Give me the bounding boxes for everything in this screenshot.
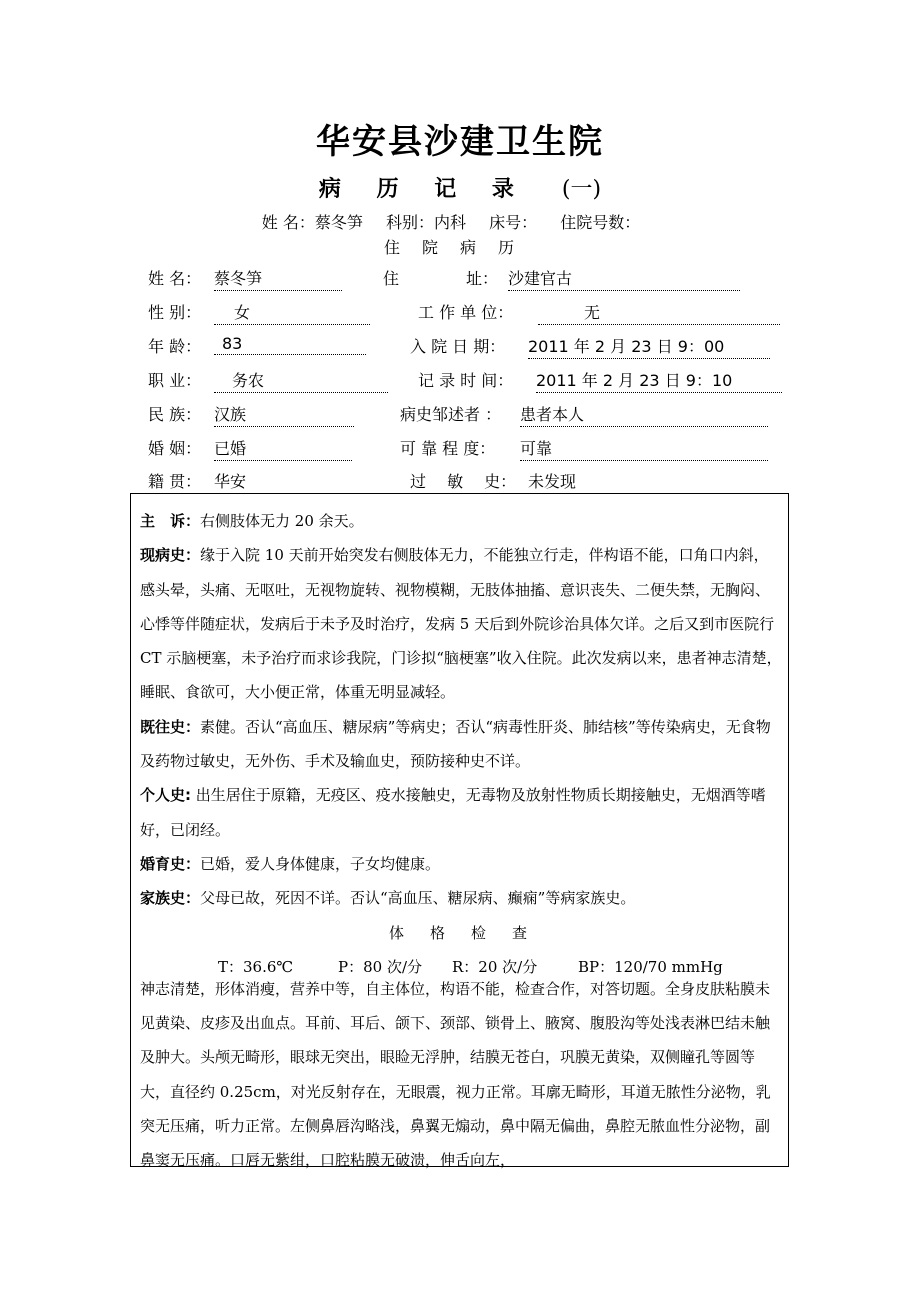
- native-place-label: 籍 贯：: [148, 472, 202, 491]
- personal-history: [140, 778, 782, 847]
- vital-pulse: P：80 次/分: [338, 957, 423, 976]
- marital-history-text: 已婚，爱人身体健康，子女均健康。: [200, 854, 441, 873]
- header-department: 科别：内科: [385, 213, 466, 232]
- field-row-4: [0, 368, 920, 394]
- personal-history-text: 出生居住于原籍，无疫区、疫水接触史，无毒物及放射性物质长期接触史，无烟酒等嗜好，已闭经。: [140, 786, 766, 839]
- narrator-label: 病史邹述者 ：: [400, 405, 502, 424]
- past-history-label: 既往史：: [140, 717, 201, 736]
- workplace-value: 无: [538, 300, 780, 325]
- chief-complaint-label: 主 诉：: [140, 512, 201, 530]
- name-value: 蔡冬笋: [214, 266, 342, 291]
- family-history: [140, 881, 782, 915]
- present-illness-label: 现病史：: [140, 546, 201, 565]
- record-title: 病 历 记 录: [318, 176, 528, 202]
- header-bed: 床号：: [489, 213, 538, 232]
- physical-exam-title: 体格检查: [388, 923, 553, 942]
- physical-exam-text: 神志清楚，形体消瘦，营养中等，自主体位，构语不能，检查合作，对答切题。全身皮肤粘膜未见黄染、皮疹及出血点。耳前、耳后、颌下、颈部、锁骨上、腋窝、腹股沟等处浅表淋巴结未触及肿大。头颅无畸形，眼球无突出，眼睑无浮肿，结膜无苍白，巩膜无黄染，双侧瞳孔等圆等大，直径约 0.25cm，对光反射存在，无眼震，视力正常。耳廓无畸形，耳道无脓性分泌物，乳突无压痛，听力正常。左侧鼻唇沟略浅，鼻翼无煽动，鼻中隔无偏曲，鼻腔无脓血性分泌物，副鼻窦无压痛。口唇无紫绀，口腔粘膜无破溃，伸舌向左，: [140, 979, 771, 1170]
- field-row-1: [0, 266, 920, 292]
- field-row-2: [0, 300, 920, 326]
- age-label: 年 龄：: [148, 337, 202, 356]
- field-row-7: [0, 469, 920, 495]
- record-time-value: 2011 年 2 月 23 日 9：10: [536, 368, 782, 393]
- address-value: 沙建官古: [508, 266, 740, 291]
- chief-complaint: [140, 504, 782, 538]
- marriage-label: 婚 姻：: [148, 439, 202, 458]
- vital-respiration: R：20 次/分: [452, 957, 538, 976]
- past-history: [140, 710, 782, 779]
- age-value: 83: [214, 334, 366, 355]
- history-content: [140, 504, 782, 1178]
- gender-value: 女: [214, 300, 370, 325]
- subtitle: 住院病历: [383, 238, 536, 257]
- vital-blood-pressure: BP：120/70 mmHg: [578, 957, 723, 976]
- past-history-text: 素健。否认“高血压、糖尿病”等病史；否认“病毒性肝炎、肺结核”等传染病史，无食物及药物过敏史，无外伤、手术及输血史，预防接种史不详。: [140, 717, 771, 771]
- reliability-value: 可靠: [520, 436, 768, 461]
- address-label-1: 住: [383, 269, 400, 288]
- name-label: 姓 名：: [148, 269, 202, 288]
- marriage-value: 已婚: [214, 436, 352, 461]
- gender-label: 性 别：: [148, 303, 202, 322]
- occupation-label: 职 业：: [148, 371, 202, 390]
- family-history-text: 父母已故，死因不详。否认“高血压、糖尿病、癫痫”等病家族史。: [200, 889, 636, 908]
- workplace-label: 工 作 单 位：: [418, 303, 514, 322]
- record-time-label: 记 录 时 间：: [418, 371, 514, 390]
- vital-temperature: T：36.6℃: [218, 957, 294, 976]
- vitals-line: [140, 950, 782, 976]
- medical-history-box: [130, 493, 789, 1170]
- occupation-value: 务农: [214, 368, 388, 393]
- narrator-value: 患者本人: [520, 402, 768, 427]
- family-history-label: 家族史：: [140, 889, 201, 908]
- ethnicity-value: 汉族: [214, 402, 354, 427]
- native-place-value: 华安: [214, 469, 350, 494]
- field-row-3: [0, 334, 920, 360]
- record-number: (一): [561, 177, 602, 202]
- present-illness: [140, 538, 782, 709]
- header-name: 姓 名：蔡冬笋: [261, 213, 363, 232]
- allergy-label: 过 敏 史：: [410, 472, 517, 491]
- header-admission-count: 住院号数：: [560, 213, 641, 232]
- chief-complaint-text: 右侧肢体无力 20 余天。: [200, 512, 364, 530]
- header-line: [0, 210, 920, 233]
- field-row-5: [0, 402, 920, 428]
- present-illness-text: 缘于入院 10 天前开始突发右侧肢体无力，不能独立行走，伴构语不能，口角口内斜，感头晕，头痛、无呕吐，无视物旋转、视物模糊，无肢体抽搐、意识丧失、二便失禁，无胸闷、心悸等伴随症状，发病后于未予及时治疗，发病 5 天后到外院诊治具体欠详。之后又到市医院行 CT 示脑梗塞，未予治疗而求诊我院，门诊拟“脑梗塞”收入住院。此次发病以来，患者神志清楚，睡眠、食欲可，大小便正常，体重无明显减轻。: [140, 546, 782, 702]
- admission-date-label: 入 院 日 期：: [410, 337, 506, 356]
- reliability-label: 可 靠 程 度：: [400, 439, 496, 458]
- ethnicity-label: 民 族：: [148, 405, 202, 424]
- record-title-line: [0, 172, 920, 203]
- address-label-2: 址：: [466, 269, 499, 288]
- allergy-value: 未发现: [528, 469, 760, 494]
- marital-history-label: 婚育史：: [140, 854, 201, 873]
- marital-history: [140, 847, 782, 881]
- field-row-6: [0, 436, 920, 462]
- hospital-name: 华安县沙建卫生院: [316, 122, 604, 162]
- personal-history-label: 个人史:: [140, 786, 191, 805]
- admission-date-value: 2011 年 2 月 23 日 9：00: [528, 334, 770, 359]
